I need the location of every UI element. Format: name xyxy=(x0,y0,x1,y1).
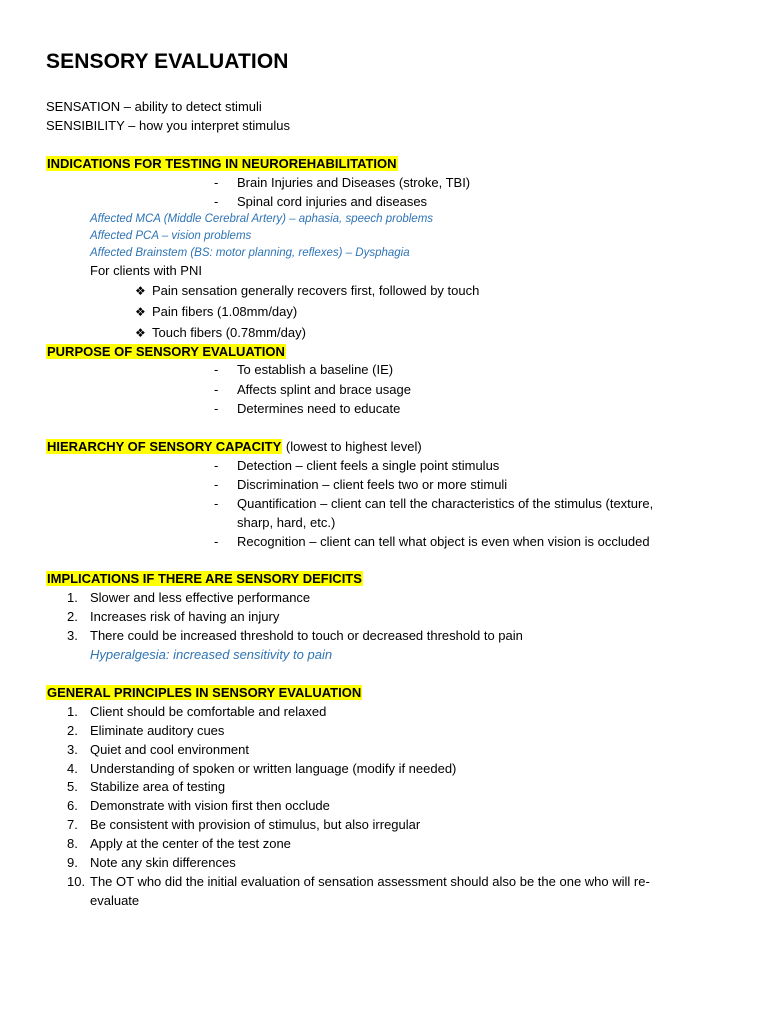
highlighted-heading: HIERARCHY OF SENSORY CAPACITY xyxy=(47,439,282,454)
principle-item-continuation: evaluate xyxy=(90,893,140,908)
list-number: 5. xyxy=(67,779,78,794)
list-number: 6. xyxy=(67,798,78,813)
list-number: 2. xyxy=(67,723,78,738)
dash-bullet: - xyxy=(214,175,219,190)
hierarchy-item: Discrimination – client feels two or more stimuli xyxy=(237,477,508,492)
list-number: 1. xyxy=(67,590,78,605)
principle-item: Client should be comfortable and relaxed xyxy=(90,704,327,719)
purpose-item: Determines need to educate xyxy=(237,401,401,416)
principle-item: Quiet and cool environment xyxy=(90,742,249,757)
note-brainstem: Affected Brainstem (BS: motor planning, reflexes) – Dysphagia xyxy=(90,247,410,259)
section-heading-indications xyxy=(46,155,398,173)
dash-bullet: - xyxy=(214,382,219,397)
principle-item: The OT who did the initial evaluation of sensation assessment should also be the one who will re- xyxy=(90,874,650,889)
indication-item: Spinal cord injuries and diseases xyxy=(237,194,428,209)
dash-bullet: - xyxy=(214,401,219,416)
highlighted-heading: PURPOSE OF SENSORY EVALUATION xyxy=(47,344,285,359)
list-number: 9. xyxy=(67,855,78,870)
dash-bullet: - xyxy=(214,458,219,473)
principle-item: Note any skin differences xyxy=(90,855,236,870)
list-number: 8. xyxy=(67,836,78,851)
heading-suffix: (lowest to highest level) xyxy=(282,439,422,454)
list-number: 3. xyxy=(67,628,78,643)
list-number: 7. xyxy=(67,817,78,832)
diamond-bullet-icon: ❖ xyxy=(135,284,146,298)
purpose-item: To establish a baseline (IE) xyxy=(237,362,394,377)
section-heading-implications xyxy=(46,570,363,588)
dash-bullet: - xyxy=(214,477,219,492)
principle-item: Demonstrate with vision first then occlude xyxy=(90,798,330,813)
pni-bullet: Touch fibers (0.78mm/day) xyxy=(152,325,306,340)
list-number: 4. xyxy=(67,761,78,776)
principle-item: Apply at the center of the test zone xyxy=(90,836,291,851)
highlighted-heading: INDICATIONS FOR TESTING IN NEUROREHABILITATION xyxy=(47,156,397,171)
section-heading-principles xyxy=(46,684,362,702)
purpose-item: Affects splint and brace usage xyxy=(237,382,411,397)
pni-label: For clients with PNI xyxy=(90,263,202,278)
implication-item: Increases risk of having an injury xyxy=(90,609,280,624)
note-mca: Affected MCA (Middle Cerebral Artery) – aphasia, speech problems xyxy=(90,213,434,225)
principle-item: Be consistent with provision of stimulus, but also irregular xyxy=(90,817,421,832)
principle-item: Eliminate auditory cues xyxy=(90,723,225,738)
definition-sensibility: SENSIBILITY – how you interpret stimulus xyxy=(46,118,290,133)
indication-item: Brain Injuries and Diseases (stroke, TBI) xyxy=(237,175,471,190)
note-pca: Affected PCA – vision problems xyxy=(90,230,252,242)
page-title: SENSORY EVALUATION xyxy=(46,50,289,73)
pni-bullet: Pain sensation generally recovers first, followed by touch xyxy=(152,283,480,298)
hierarchy-item: Recognition – client can tell what object is even when vision is occluded xyxy=(237,534,650,549)
hierarchy-item-continuation: sharp, hard, etc.) xyxy=(237,515,336,530)
dash-bullet: - xyxy=(214,496,219,511)
pni-bullet: Pain fibers (1.08mm/day) xyxy=(152,304,298,319)
implication-item: Slower and less effective performance xyxy=(90,590,311,605)
principle-item: Understanding of spoken or written language (modify if needed) xyxy=(90,761,457,776)
list-number: 3. xyxy=(67,742,78,757)
hyperalgesia-note: Hyperalgesia: increased sensitivity to pain xyxy=(90,647,333,662)
principle-item: Stabilize area of testing xyxy=(90,779,226,794)
dash-bullet: - xyxy=(214,362,219,377)
highlighted-heading: GENERAL PRINCIPLES IN SENSORY EVALUATION xyxy=(47,685,362,700)
hierarchy-item: Detection – client feels a single point stimulus xyxy=(237,458,500,473)
section-heading-hierarchy xyxy=(46,438,422,456)
list-number: 2. xyxy=(67,609,78,624)
definition-sensation: SENSATION – ability to detect stimuli xyxy=(46,99,262,114)
list-number: 1. xyxy=(67,704,78,719)
diamond-bullet-icon: ❖ xyxy=(135,305,146,319)
hierarchy-item: Quantification – client can tell the characteristics of the stimulus (texture, xyxy=(237,496,654,511)
list-number: 10. xyxy=(67,874,86,889)
highlighted-heading: IMPLICATIONS IF THERE ARE SENSORY DEFICITS xyxy=(47,571,362,586)
diamond-bullet-icon: ❖ xyxy=(135,326,146,340)
dash-bullet: - xyxy=(214,194,219,209)
implication-item: There could be increased threshold to touch or decreased threshold to pain xyxy=(90,628,523,643)
dash-bullet: - xyxy=(214,534,219,549)
section-heading-purpose xyxy=(46,343,286,361)
